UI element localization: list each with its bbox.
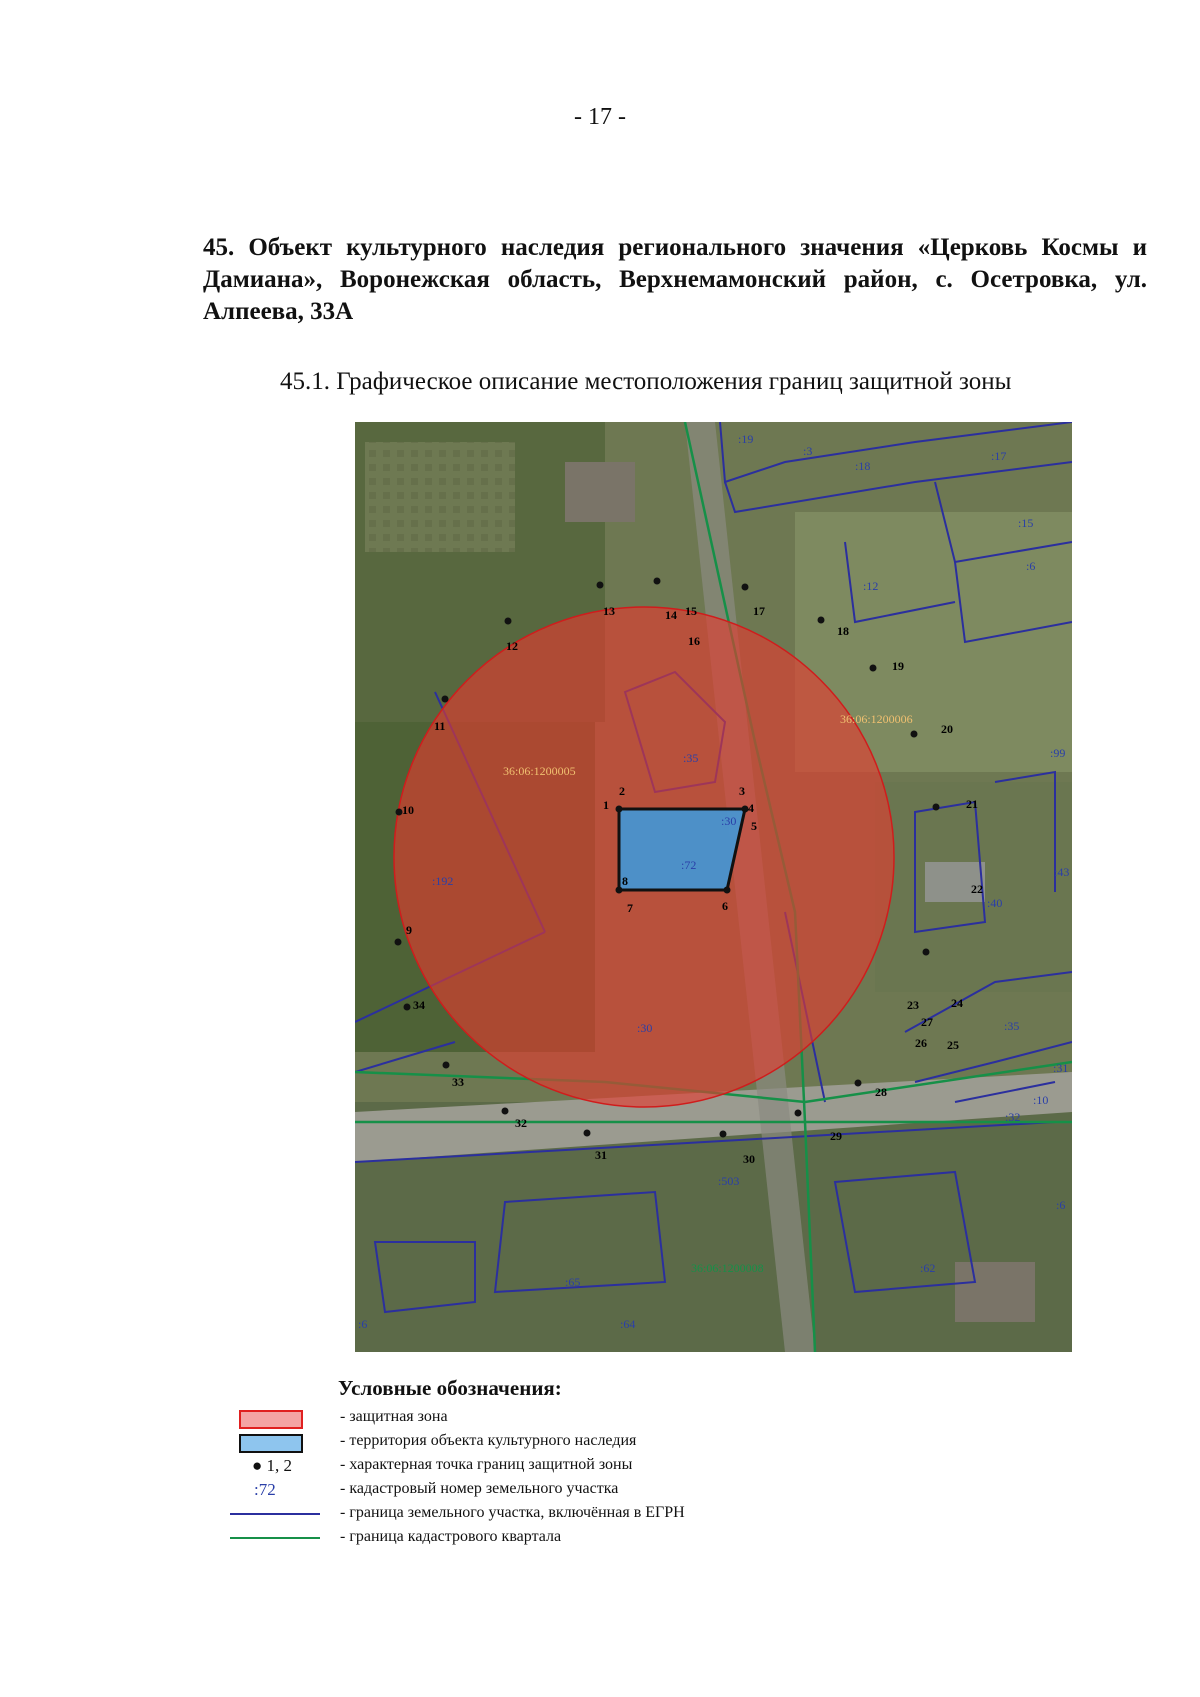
point-label-34: 34 xyxy=(413,998,425,1012)
map-legend xyxy=(230,1376,830,1546)
parcel-label: :19 xyxy=(738,432,754,446)
legend-title: Условные обозначения: xyxy=(338,1376,562,1400)
point-label-30: 30 xyxy=(743,1152,755,1166)
parcel-label: :192 xyxy=(432,874,454,888)
legend-item-parcel-boundary xyxy=(230,1502,830,1526)
point-label-20: 20 xyxy=(941,722,953,736)
legend-item-quarter-boundary xyxy=(230,1526,830,1550)
point-label-19: 19 xyxy=(892,659,904,673)
point-label-18: 18 xyxy=(837,624,849,638)
legend-item-label: - характерная точка границ защитной зоны xyxy=(340,1456,633,1473)
point-label-26: 26 xyxy=(915,1036,927,1050)
point-label-2: 2 xyxy=(619,784,625,798)
point-label-23: 23 xyxy=(907,998,919,1012)
parcel-label: :10 xyxy=(1033,1093,1049,1107)
parcel-label: :62 xyxy=(920,1261,936,1275)
map-canvas[interactable] xyxy=(355,422,1072,1352)
protective-zone-swatch xyxy=(239,1410,303,1429)
point-label-31: 31 xyxy=(595,1148,607,1162)
parcel-label: :3 xyxy=(803,444,813,458)
point-label-9: 9 xyxy=(406,923,412,937)
point-label-3: 3 xyxy=(739,784,745,798)
parcel-label: :35 xyxy=(683,751,699,765)
subsection-heading: 45.1. Графическое описание местоположения границ защитной зоны xyxy=(280,368,1012,395)
point-label-14: 14 xyxy=(665,608,677,622)
point-label-33: 33 xyxy=(452,1075,464,1089)
point-label-22: 22 xyxy=(971,882,983,896)
point-label-8: 8 xyxy=(622,874,628,888)
point-label-32: 32 xyxy=(515,1116,527,1130)
point-label-10: 10 xyxy=(402,803,414,817)
point-label-6: 6 xyxy=(722,899,728,913)
parcel-label: :12 xyxy=(863,579,879,593)
point-label-4: 4 xyxy=(748,801,754,815)
parcel-label: :30 xyxy=(721,814,737,828)
legend-item-label: - защитная зона xyxy=(340,1408,448,1425)
map[interactable] xyxy=(355,422,1072,1352)
parcel-label: :35 xyxy=(1004,1019,1020,1033)
legend-item-protective-zone xyxy=(230,1406,830,1430)
parcel-label: :32 xyxy=(1005,1110,1021,1124)
parcel-label: :6 xyxy=(358,1317,368,1331)
parcel-label: :17 xyxy=(991,449,1007,463)
quarter-label: 36:06:1200008 xyxy=(691,1261,764,1275)
cadastral-number-symbol: :72 xyxy=(254,1480,276,1499)
point-label-7: 7 xyxy=(627,901,633,915)
point-label-28: 28 xyxy=(875,1085,887,1099)
legend-item-label: - граница кадастрового квартала xyxy=(340,1528,562,1545)
legend-item-cadastral-number xyxy=(230,1478,830,1502)
parcel-label: :15 xyxy=(1018,516,1034,530)
point-label-21: 21 xyxy=(966,797,978,811)
point-label-29: 29 xyxy=(830,1129,842,1143)
parcel-label: :30 xyxy=(637,1021,653,1035)
point-label-27: 27 xyxy=(921,1015,933,1029)
quarter-label: 36:06:1200006 xyxy=(840,712,913,726)
point-label-5: 5 xyxy=(751,819,757,833)
legend-item-boundary-point xyxy=(230,1454,830,1478)
point-label-25: 25 xyxy=(947,1038,959,1052)
parcel-label: :40 xyxy=(987,896,1003,910)
legend-item-label: - граница земельного участка, включённая в ЕГРН xyxy=(340,1504,685,1521)
page-number: - 17 - xyxy=(574,104,626,130)
legend-item-heritage-territory xyxy=(230,1430,830,1454)
quarter-boundary-line-symbol xyxy=(230,1537,320,1539)
parcel-boundary-line-symbol xyxy=(230,1513,320,1515)
section-heading: 45. Объект культурного наследия регионального значения «Церковь Космы и Дамиана», Воронежская область, Верхнемамонский район, с. Осетровка, ул. Алпеева, 33А xyxy=(203,234,1147,325)
parcel-label: :65 xyxy=(565,1275,581,1289)
parcel-label: :503 xyxy=(718,1174,740,1188)
heritage-territory-swatch xyxy=(239,1434,303,1453)
parcel-label: :31 xyxy=(1053,1061,1069,1075)
parcel-label: :99 xyxy=(1050,746,1066,760)
point-label-15: 15 xyxy=(685,604,697,618)
parcel-label: :72 xyxy=(681,858,697,872)
parcel-label: :64 xyxy=(620,1317,636,1331)
point-label-24: 24 xyxy=(951,996,963,1010)
point-label-11: 11 xyxy=(434,719,446,733)
legend-item-label: - кадастровый номер земельного участка xyxy=(340,1480,619,1497)
point-label-17: 17 xyxy=(753,604,765,618)
quarter-label: 36:06:1200005 xyxy=(503,764,576,778)
parcel-label: :6 xyxy=(1056,1198,1066,1212)
point-label-1: 1 xyxy=(603,798,609,812)
legend-item-label: - территория объекта культурного наследия xyxy=(340,1432,637,1449)
point-label-12: 12 xyxy=(506,639,518,653)
parcel-label: :6 xyxy=(1026,559,1036,573)
parcel-label: :18 xyxy=(855,459,871,473)
point-label-16: 16 xyxy=(688,634,700,648)
parcel-label: :43 xyxy=(1054,865,1070,879)
boundary-point-symbol: ● 1, 2 xyxy=(252,1456,293,1475)
point-label-13: 13 xyxy=(603,604,615,618)
